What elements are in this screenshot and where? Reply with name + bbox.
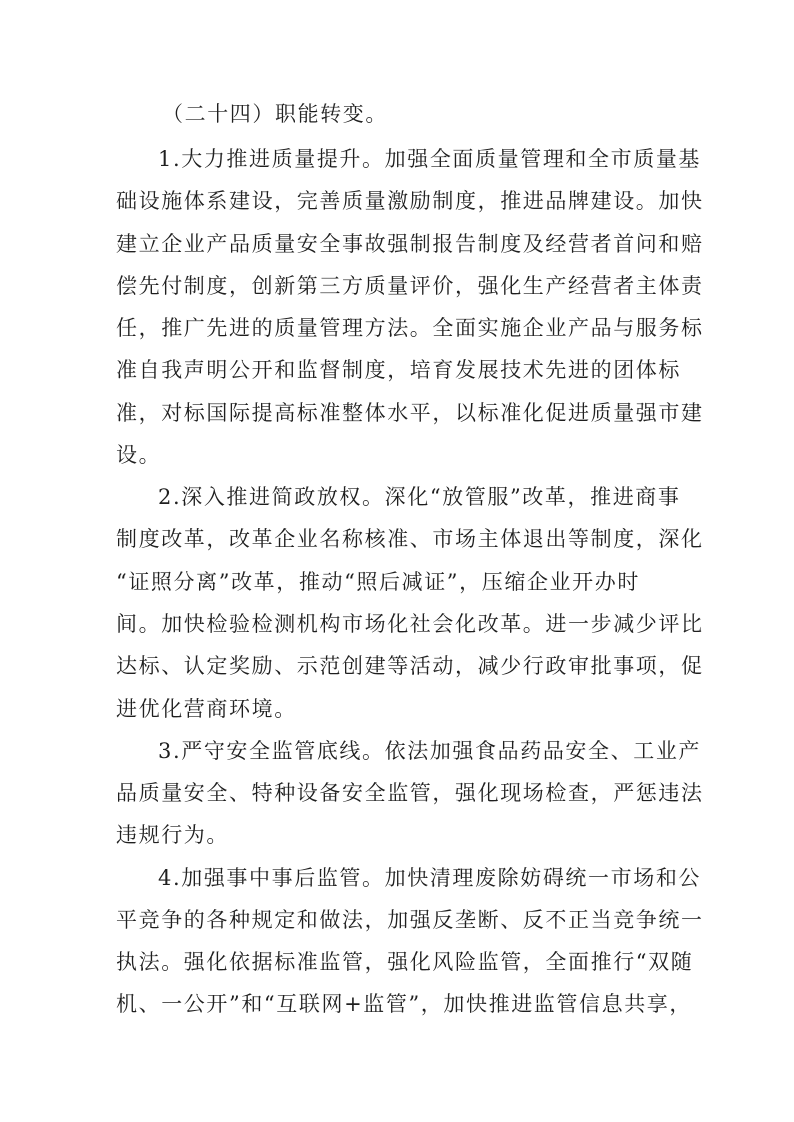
paragraph-line: 进优化营商环境。	[116, 697, 297, 721]
paragraph-line: “证照分离”改革，推动“照后减证”，压缩企业开办时	[116, 570, 640, 594]
paragraph-line: 4.加强事中事后监管。加快清理废除妨碍统一市场和公	[158, 866, 702, 890]
section-heading: （二十四）职能转变。	[162, 102, 388, 126]
paragraph-line: 间。加快检验检测机构市场化社会化改革。进一步减少评比	[116, 612, 704, 636]
paragraph-line: 偿先付制度，创新第三方质量评价，强化生产经营者主体责	[116, 274, 704, 298]
paragraph-line: 制度改革，改革企业名称核准、市场主体退出等制度，深化	[116, 527, 704, 551]
paragraph-line: 1.大力推进质量提升。加强全面质量管理和全市质量基	[158, 147, 702, 171]
paragraph-line: 建立企业产品质量安全事故强制报告制度及经营者首问和赔	[116, 232, 704, 256]
paragraph-line: 品质量安全、特种设备安全监管，强化现场检查，严惩违法	[116, 781, 704, 805]
paragraph-line: 2.深入推进简政放权。深化“放管服”改革，推进商事	[158, 485, 681, 509]
paragraph-line: 机、一公开”和“互联网+监管”，加快推进监管信息共享，	[116, 992, 693, 1016]
paragraph-line: 违规行为。	[116, 823, 229, 847]
paragraph-line: 平竞争的各种规定和做法，加强反垄断、反不正当竞争统一	[116, 908, 704, 932]
paragraph-line: 准自我声明公开和监督制度，培育发展技术先进的团体标	[116, 358, 681, 382]
paragraph-line: 任，推广先进的质量管理方法。全面实施企业产品与服务标	[116, 316, 704, 340]
paragraph-line: 执法。强化依据标准监管，强化风险监管，全面推行“双随	[116, 950, 694, 974]
paragraph-line: 设。	[116, 443, 162, 467]
paragraph-line: 础设施体系建设，完善质量激励制度，推进品牌建设。加快	[116, 189, 704, 213]
paragraph-line: 准，对标国际提高标准整体水平，以标准化促进质量强市建	[116, 401, 704, 425]
paragraph-line: 达标、认定奖励、示范创建等活动，减少行政审批事项，促	[116, 654, 704, 678]
paragraph-line: 3.严守安全监管底线。依法加强食品药品安全、工业产	[158, 739, 702, 763]
